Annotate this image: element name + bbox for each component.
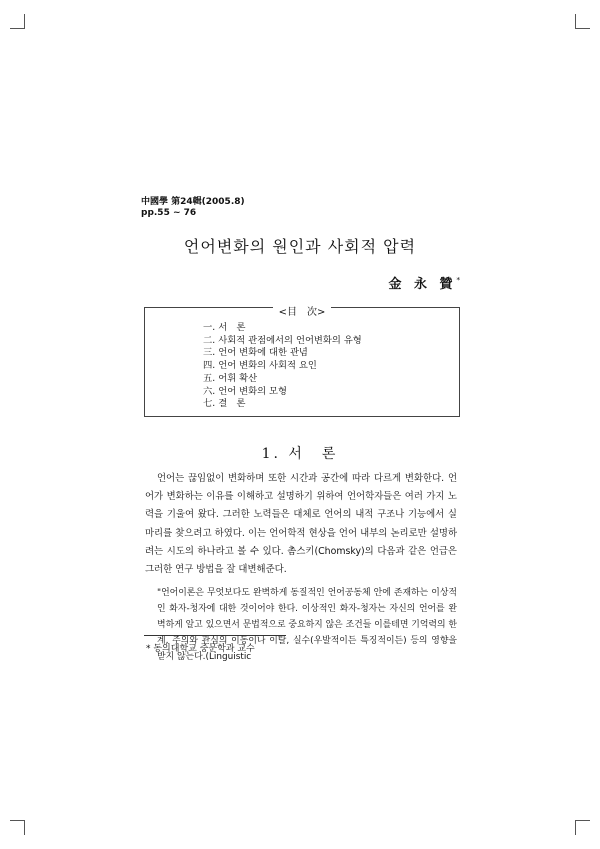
toc-item: 一. 서 론 <box>203 322 246 333</box>
author <box>388 273 460 292</box>
body-text <box>145 470 457 579</box>
block-quote: "언어이론은 무엇보다도 완벽하게 동질적인 언어공동체 안에 존재하는 이상적인 화자-청자에 대한 것이어야 한다. 이상적인 화자-청자는 자신의 언어를 완벽하게 알고 있으면서 문법적으로 중요하지 않은 조건들 이를테면 기억력의 한계, 주의와 관심의 이동이나 이탈, 실수(우발적이든 특징적이든) 등의 영향을 받지 않는다.(Linguistic <box>157 588 457 662</box>
crop-mark-bottom-left <box>10 820 25 835</box>
toc-heading: <目 次> <box>273 307 332 318</box>
journal-volume: 中國學 第24輯(2005.8) <box>141 197 245 207</box>
crop-mark-top-right <box>575 14 590 29</box>
table-of-contents <box>144 307 460 417</box>
toc-item: 七. 결 론 <box>203 398 246 410</box>
journal-pages: pp.55 ~ 76 <box>141 208 197 218</box>
body-paragraph: 언어는 끊임없이 변화하며 또한 시간과 공간에 따라 다르게 변화한다. 언어가 변화하는 이유를 이해하고 설명하기 위하여 언어학자들은 여러 가지 노력을 기울여 왔다. 그러한 노력들은 대체로 언어의 내적 구조나 기능에서 실마리를 찾으려고 하였다. 이는 언어학적 현상을 언어 내부의 논리로만 설명하려는 시도의 하나라고 볼 수 있다. 촘스키(Chomsky)의 다음과 같은 언급은 그러한 연구 방법을 잘 대변해준다. <box>145 473 457 576</box>
crop-mark-bottom-right <box>575 820 590 835</box>
journal-info <box>141 197 245 219</box>
crop-mark-top-left <box>10 14 25 29</box>
toc-item: 四. 언어 변화의 사회적 요인 <box>203 360 317 372</box>
author-footnote-mark: * <box>456 276 460 285</box>
toc-list <box>203 322 362 411</box>
paper-title: 언어변화의 원인과 사회적 압력 <box>183 237 417 256</box>
footnote-divider <box>144 635 286 636</box>
toc-item: 六. 언어 변화의 모형 <box>203 385 287 397</box>
toc-item: 三. 언어 변화에 대한 관념 <box>203 347 308 359</box>
footnote: * 동의대학교 중문학과 교수 <box>146 644 255 654</box>
toc-item: 二. 사회적 관점에서의 언어변화의 유형 <box>203 334 362 346</box>
section-heading: 1. 서 론 <box>261 446 339 462</box>
author-name: 金 永 贊 <box>388 277 457 292</box>
toc-item: 五. 어휘 확산 <box>203 372 258 384</box>
